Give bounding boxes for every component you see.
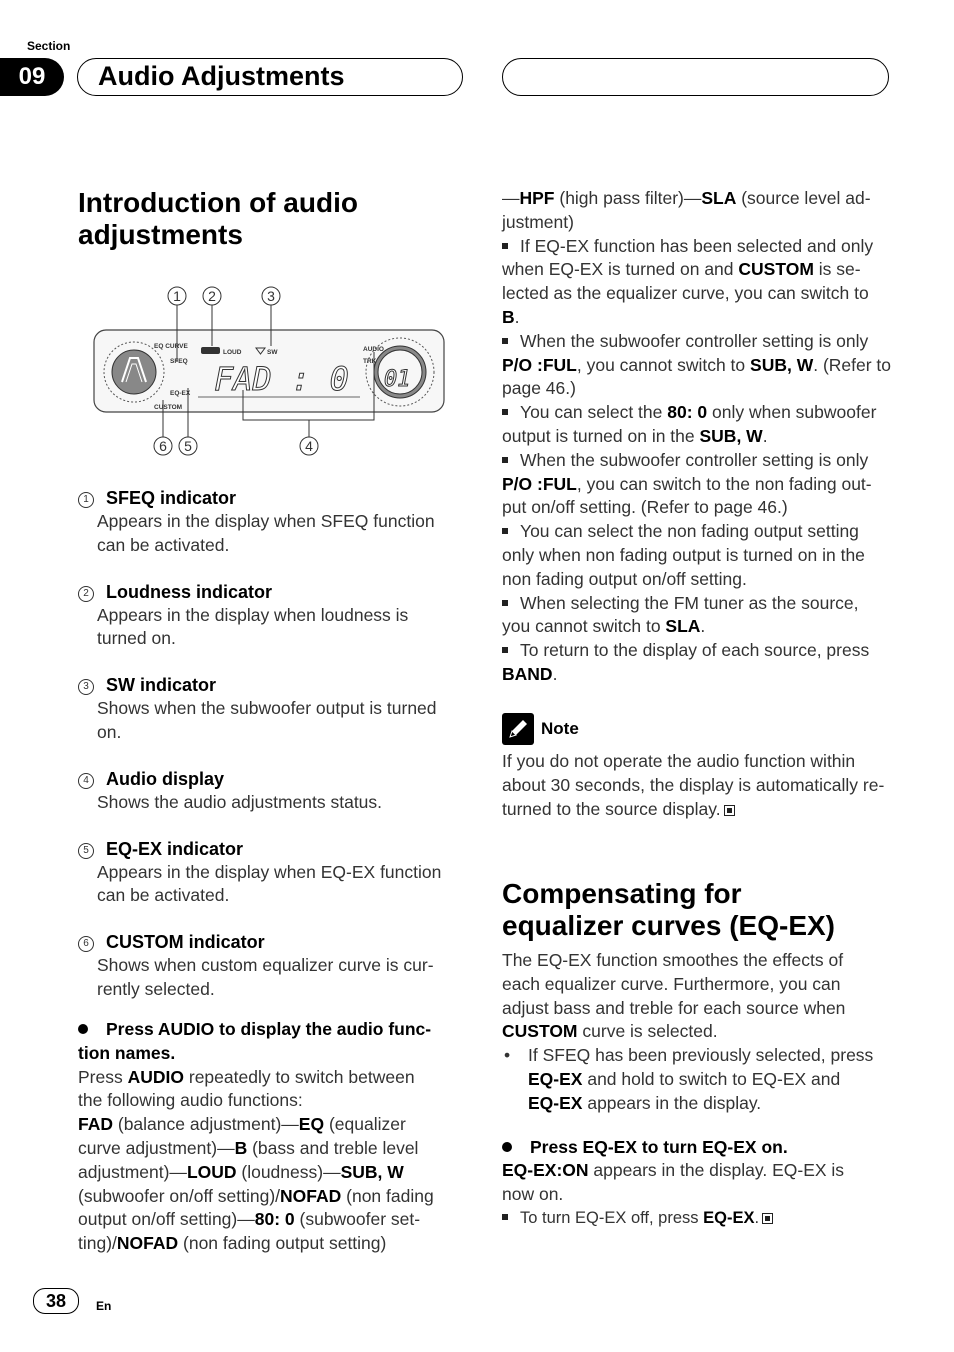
step-body: EQ-EX:ON appears in the display. EQ-EX is now on. xyxy=(502,1160,845,1205)
square-bullet-icon xyxy=(502,647,508,653)
left-heading xyxy=(78,187,468,251)
item-desc: Appears in the display when SFEQ function can be activated. xyxy=(97,511,435,555)
audio-step-section xyxy=(78,1018,470,1256)
item-number: 5 xyxy=(78,843,94,859)
eq-ex-label: EQ-EX xyxy=(170,390,191,397)
bullet-item: You can select the non fading output setting only when non fading output is turned on in the non fading output on/off setting. xyxy=(502,521,865,589)
trk-label: TRK xyxy=(363,358,377,365)
pencil-note-icon xyxy=(502,713,534,745)
item-desc: Shows the audio adjustments status. xyxy=(97,791,383,812)
item-title: CUSTOM indicator xyxy=(106,932,265,953)
square-bullet-icon xyxy=(502,409,508,415)
step-heading: Press EQ-EX to turn EQ-EX on. xyxy=(502,1136,894,1160)
list-item xyxy=(78,580,470,652)
item-number: 3 xyxy=(78,679,94,695)
square-bullet-icon xyxy=(502,243,508,249)
eq-ex-heading xyxy=(502,878,902,942)
end-mark-icon xyxy=(762,1213,773,1224)
bullet-item: If EQ-EX function has been selected and only when EQ-EX is turned on and CUSTOM is se- lected as the equalizer curve, you can switch to B. xyxy=(502,235,874,327)
item-desc: Shows when custom equalizer curve is cur- rently selected. xyxy=(97,955,434,999)
bullet-icon: • xyxy=(504,1045,511,1066)
callout-5 xyxy=(179,437,197,455)
bullet-item: To return to the display of each source, press BAND. xyxy=(502,640,870,684)
eq-ex-paragraph: The EQ-EX function smoothes the effects of each equalizer curve. Furthermore, you can adjust bass and treble for each source when CUSTOM curve is selected. xyxy=(502,950,846,1042)
section-title: Audio Adjustments xyxy=(98,61,345,91)
callout-number: 3 xyxy=(267,288,275,304)
list-item xyxy=(78,930,470,1002)
step-bullet-icon xyxy=(78,1024,88,1034)
bullet-item: To turn EQ-EX off, press EQ-EX. xyxy=(502,1207,894,1231)
step-bullet-icon xyxy=(502,1142,512,1152)
list-item xyxy=(78,767,470,815)
bullet-item: When selecting the FM tuner as the source, you cannot switch to SLA. xyxy=(502,592,859,637)
sfeq-label: SFEQ xyxy=(170,358,188,365)
continued-paragraph: —HPF (high pass filter)—SLA (source level ad- justment) xyxy=(502,188,871,232)
note-block xyxy=(502,713,894,821)
item-title: Loudness indicator xyxy=(106,581,273,602)
callout-3 xyxy=(262,287,280,305)
bullet-item: When the subwoofer controller setting is only P/O :FUL, you cannot switch to SUB, W. (Refer to page 46.) xyxy=(502,330,892,399)
callout-4 xyxy=(300,437,318,455)
square-bullet-icon xyxy=(502,338,508,344)
square-bullet-icon xyxy=(502,600,508,606)
dot-bullet-item: • If SFEQ has been previously selected, press EQ-EX and hold to switch to EQ-EX and EQ-EX appears in the display. xyxy=(504,1045,874,1113)
heading-line: Introduction of audio xyxy=(78,187,358,218)
loud-label: LOUD xyxy=(223,349,242,356)
item-desc: Appears in the display when loudness is turned on. xyxy=(97,604,409,649)
eq-curve-label: EQ CURVE xyxy=(154,343,188,350)
note-title: Note xyxy=(541,719,579,738)
item-number: 4 xyxy=(78,773,94,789)
step-heading: Press AUDIO to display the audio func- tion names. xyxy=(78,1019,432,1063)
callout-number: 1 xyxy=(173,288,181,304)
indicator-list xyxy=(78,486,470,1024)
callout-6 xyxy=(154,437,172,455)
item-number: 6 xyxy=(78,936,94,952)
disc-number-display: 01 xyxy=(384,367,411,392)
item-number: 1 xyxy=(78,492,94,508)
callout-number: 6 xyxy=(159,438,167,454)
section-label: Section xyxy=(27,39,71,53)
section-number-badge: 09 xyxy=(0,58,64,96)
heading-line: equalizer curves (EQ-EX) xyxy=(502,910,836,941)
item-title: Audio display xyxy=(106,768,225,789)
callout-2 xyxy=(203,287,221,305)
heading-line: adjustments xyxy=(78,219,243,250)
item-desc: Appears in the display when EQ-EX function can be activated. xyxy=(97,861,442,906)
audio-label: AUDIO xyxy=(363,346,384,353)
list-item xyxy=(78,837,470,909)
list-item xyxy=(78,673,470,745)
item-title: EQ-EX indicator xyxy=(106,838,244,859)
end-mark-icon xyxy=(724,805,735,816)
callout-number: 2 xyxy=(208,288,216,304)
note-body: If you do not operate the audio function within about 30 seconds, the display is automatically re- turned to the source display. xyxy=(502,751,885,819)
callout-number: 5 xyxy=(184,438,192,454)
item-number: 2 xyxy=(78,586,94,602)
head-unit-display-figure xyxy=(90,282,450,462)
custom-label: CUSTOM xyxy=(154,404,183,411)
square-bullet-icon xyxy=(502,1214,508,1220)
heading-line: Compensating for xyxy=(502,878,742,909)
item-title: SFEQ indicator xyxy=(106,488,237,508)
step-body: Press AUDIO repeatedly to switch between the following audio functions: FAD (balance adjustment)—EQ (equalizer curve adjustment)—B (bass and treble level adjustment)—LOUD (loudness)—SUB, W (subwoofer on/off setting)/NOFAD (non fading output on/off setting)—80: 0 (subwoofer set- ting)/NOFAD (non fading output setting) xyxy=(78,1066,434,1254)
square-bullet-icon xyxy=(502,457,508,463)
audio-display-text: FAD : 0 xyxy=(214,360,349,398)
note-header xyxy=(502,713,894,745)
callout-1 xyxy=(168,287,186,305)
loud-icon xyxy=(201,347,220,354)
bullet-item: You can select the 80: 0 only when subwoofer output is turned on in the SUB, W. xyxy=(502,402,877,446)
item-desc: Shows when the subwoofer output is turned on. xyxy=(97,698,437,742)
page-number: 38 xyxy=(33,1288,79,1314)
bullet-item: When the subwoofer controller setting is only P/O :FUL, you can switch to the non fading out- put on/off setting. (Refer to page 46.) xyxy=(502,449,872,518)
square-bullet-icon xyxy=(502,528,508,534)
callout-number: 4 xyxy=(305,438,313,454)
language-label: En xyxy=(96,1299,112,1313)
header-blank-frame xyxy=(502,58,889,96)
list-item xyxy=(78,486,470,558)
item-title: SW indicator xyxy=(106,675,217,696)
right-column xyxy=(502,187,894,687)
sw-label: SW xyxy=(267,349,278,356)
eq-ex-section xyxy=(502,949,894,1231)
